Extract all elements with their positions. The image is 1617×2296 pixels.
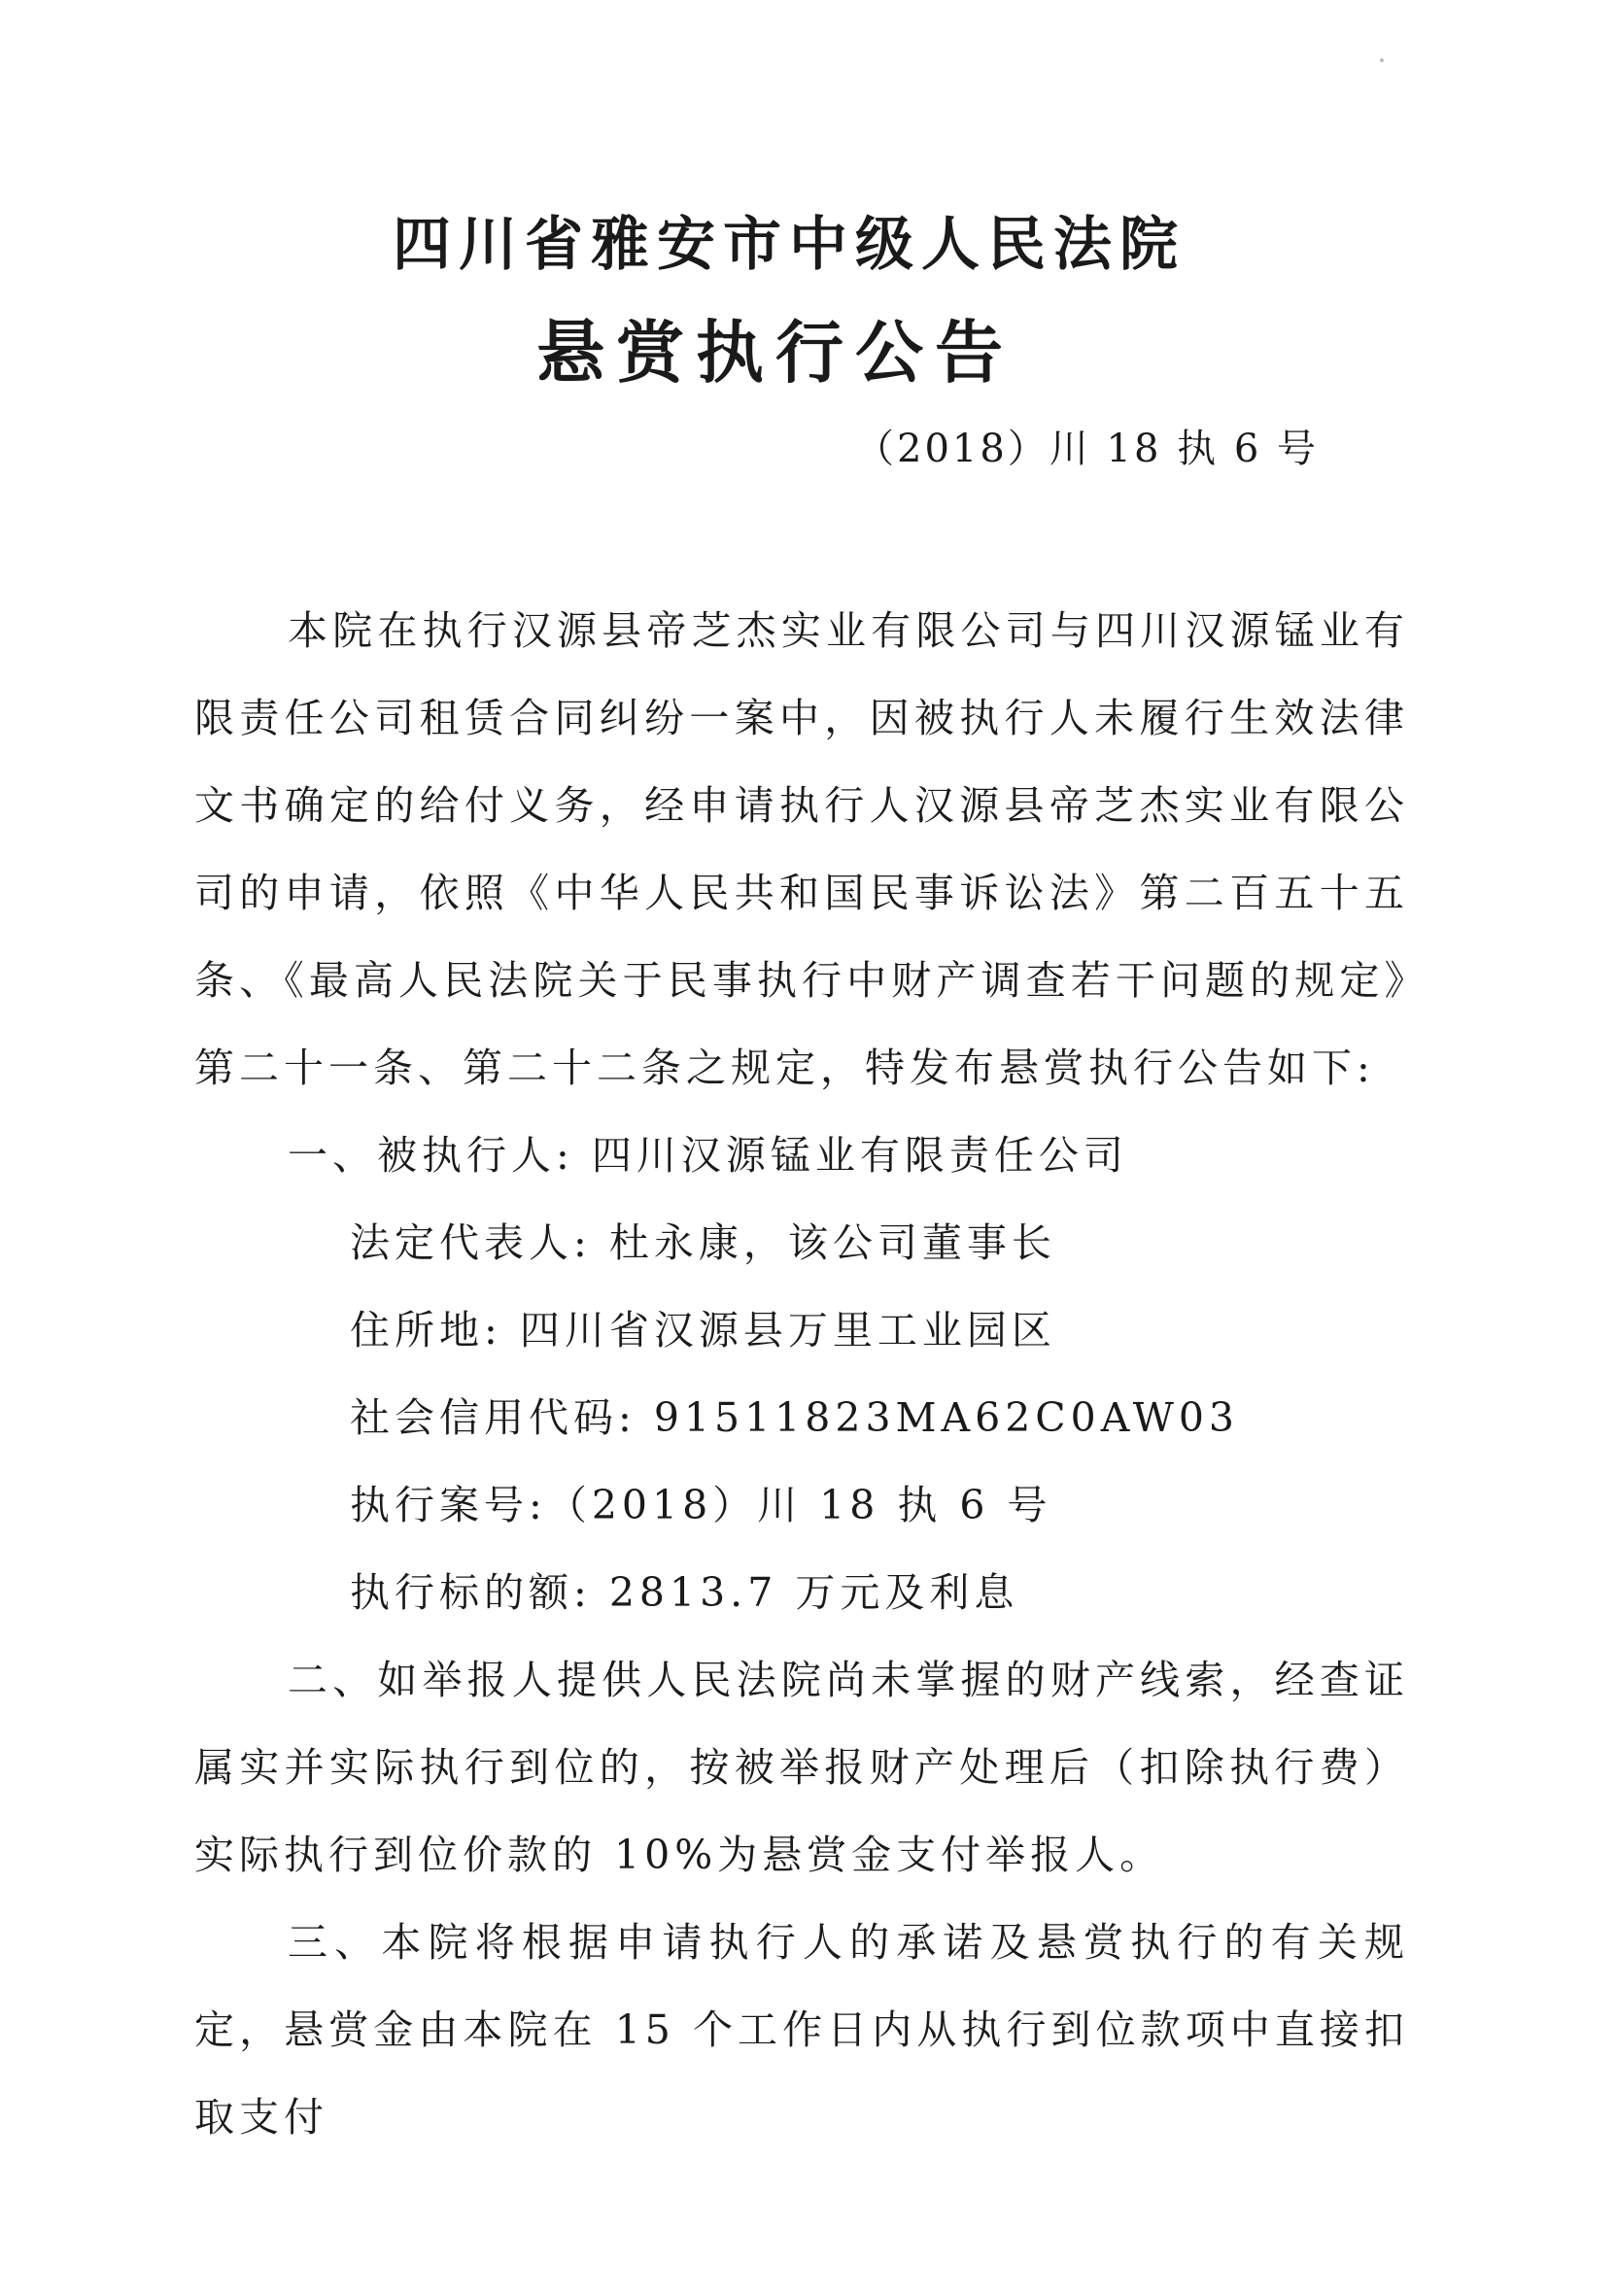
intro-paragraph: 本院在执行汉源县帝芝杰实业有限公司与四川汉源锰业有限责任公司租赁合同纠纷一案中，因被执行人未履行生效法律文书确定的给付义务，经申请执行人汉源县帝芝杰实业有限公司的申请，依照《中华人民共和国民事诉讼法》第二百五十五条、《最高人民法院关于民事执行中财产调查若干问题的规定》第二十一条、第二十二条之规定，特发布悬赏执行公告如下: [194,607,1409,1091]
execution-case-number: 执行案号:（2018）川 18 执 6 号 [350,1482,1052,1528]
section3-paragraph: 三、本院将根据申请执行人的承诺及悬赏执行的有关规定，悬赏金由本院在 15 个工作日内从执行到位款项中直接扣取支付 [194,1919,1409,2141]
address: 住所地: 四川省汉源县万里工业园区 [350,1307,1056,1354]
notice-title: 悬赏执行公告 [536,313,1015,393]
notice-body [194,587,1409,2161]
court-title: 四川省雅安市中级人民法院 [393,211,1186,279]
execution-amount: 执行标的额: 2813.7 万元及利息 [350,1569,1019,1616]
section2-paragraph: 二、如举报人提供人民法院尚未掌握的财产线索，经查证属实并实际执行到位的，按被举报财产处理后（扣除执行费）实际执行到位价款的 10%为悬赏金支付举报人。 [194,1657,1409,1878]
case-number: （2018）川 18 执 6 号 [855,427,1320,471]
credit-code: 社会信用代码: 91511823MA62C0AW03 [350,1394,1240,1441]
section1-heading: 一、被执行人: 四川汉源锰业有限责任公司 [288,1132,1128,1179]
scan-speck [1380,58,1384,62]
legal-representative: 法定代表人: 杜永康，该公司董事长 [350,1219,1056,1266]
